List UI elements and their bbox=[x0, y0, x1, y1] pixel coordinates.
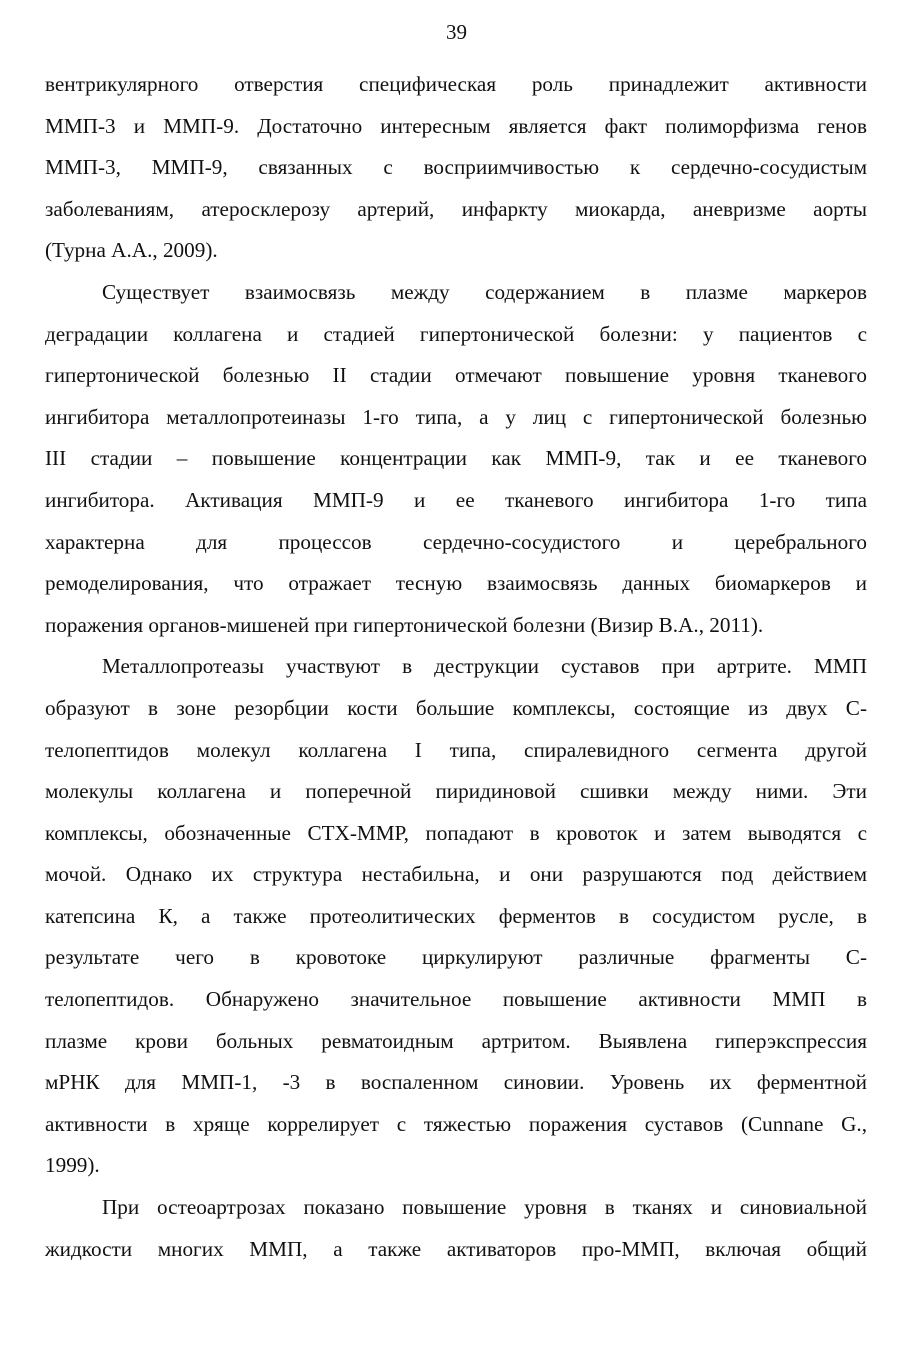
text-line: заболеваниям, атеросклерозу артерий, инфаркту миокарда, аневризме аорты bbox=[45, 196, 867, 221]
text-line: ММП-3, ММП-9, связанных с восприимчивостью к сердечно-сосудистым bbox=[45, 155, 867, 180]
text-line: молекулы коллагена и поперечной пиридиновой сшивки между ними. Эти bbox=[45, 779, 867, 804]
text-line: образуют в зоне резорбции кости большие комплексы, состоящие из двух С- bbox=[45, 695, 867, 720]
text-line: ингибитора. Активация ММП-9 и ее тканевого ингибитора 1-го типа bbox=[45, 487, 867, 512]
text-line: катепсина К, а также протеолитических ферментов в сосудистом русле, в bbox=[45, 903, 867, 928]
text-line: плазме крови больных ревматоидным артритом. Выявлена гиперэкспрессия bbox=[45, 1028, 867, 1053]
text-line: жидкости многих ММП, а также активаторов про-ММП, включая общий bbox=[45, 1236, 867, 1261]
text-line: мРНК для ММП-1, -3 в воспаленном синовии. Уровень их ферментной bbox=[45, 1070, 867, 1095]
text-line: вентрикулярного отверстия специфическая роль принадлежит активности bbox=[45, 72, 867, 96]
text-line: телопептидов молекул коллагена I типа, спиралевидного сегмента другой bbox=[45, 737, 867, 762]
text-line: III стадии – повышение концентрации как ММП-9, так и ее тканевого bbox=[45, 446, 867, 471]
text-line: 1999). bbox=[45, 1153, 100, 1178]
text-line: деградации коллагена и стадией гипертонической болезни: у пациентов с bbox=[45, 321, 867, 346]
body-text bbox=[45, 64, 867, 1270]
text-line: гипертонической болезнью II стадии отмечают повышение уровня тканевого bbox=[45, 363, 867, 388]
text-line: результате чего в кровотоке циркулируют различные фрагменты С- bbox=[45, 945, 867, 970]
text-line: поражения органов-мишеней при гипертонической болезни (Визир В.А., 2011). bbox=[45, 612, 764, 637]
text-line: мочой. Однако их структура нестабильна, и они разрушаются под действием bbox=[45, 862, 867, 887]
text-line: активности в хряще коррелирует с тяжестью поражения суставов (Cunnane G., bbox=[45, 1111, 867, 1136]
text-line: Металлопротеазы участвуют в деструкции суставов при артрите. ММП bbox=[102, 654, 867, 679]
text-line: Существует взаимосвязь между содержанием в плазме маркеров bbox=[102, 279, 867, 304]
text-line: (Турна А.А., 2009). bbox=[45, 238, 218, 263]
text-line: телопептидов. Обнаружено значительное повышение активности ММП в bbox=[45, 987, 867, 1012]
text-line: характерна для процессов сердечно-сосудистого и церебрального bbox=[45, 529, 867, 554]
text-line: ингибитора металлопротеиназы 1-го типа, а у лиц с гипертонической болезнью bbox=[45, 404, 867, 429]
text-line: комплексы, обозначенные СТХ-ММР, попадают в кровоток и затем выводятся с bbox=[45, 820, 867, 845]
text-line: ММП-3 и ММП-9. Достаточно интересным является факт полиморфизма генов bbox=[45, 113, 867, 138]
text-line: При остеоартрозах показано повышение уровня в тканях и синовиальной bbox=[102, 1195, 867, 1220]
text-line: ремоделирования, что отражает тесную взаимосвязь данных биомаркеров и bbox=[45, 571, 867, 596]
page-number: 39 bbox=[446, 20, 467, 44]
